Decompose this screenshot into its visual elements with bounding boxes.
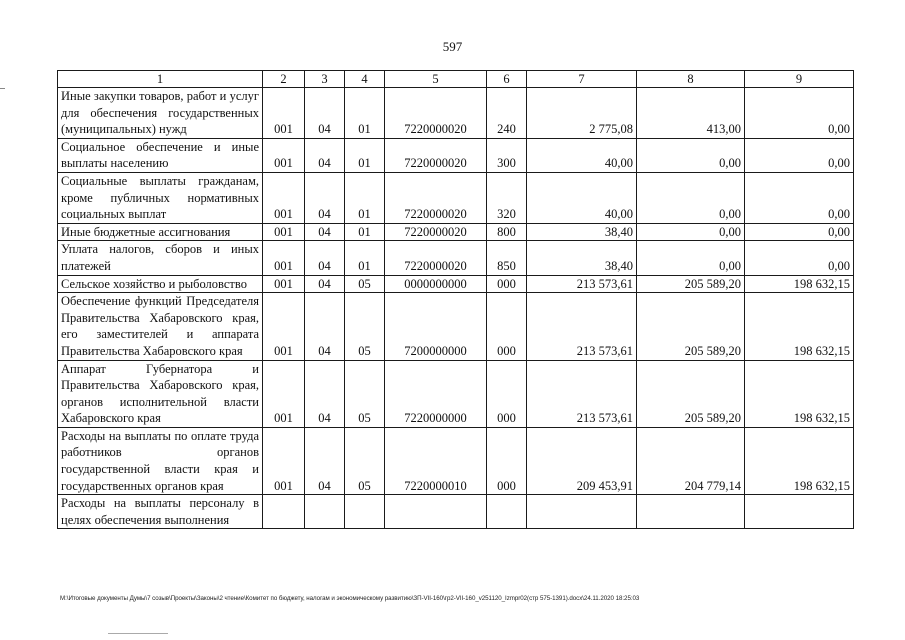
cell-subsection: 05 bbox=[345, 275, 385, 293]
cell-subsection bbox=[345, 495, 385, 529]
cell-amount-1: 38,40 bbox=[527, 241, 637, 275]
cell-amount-3: 198 632,15 bbox=[745, 427, 854, 494]
cell-target-article: 7220000010 bbox=[385, 427, 487, 494]
cell-amount-2: 204 779,14 bbox=[637, 427, 745, 494]
cell-expense-type: 000 bbox=[487, 427, 527, 494]
row-description: Сельское хозяйство и рыболовство bbox=[58, 275, 263, 293]
row-description: Иные бюджетные ассигнования bbox=[58, 223, 263, 241]
row-description: Уплата налогов, сборов и иных платежей bbox=[58, 241, 263, 275]
cell-amount-1: 40,00 bbox=[527, 172, 637, 223]
cell-amount-3: 198 632,15 bbox=[745, 293, 854, 360]
cell-amount-2: 413,00 bbox=[637, 88, 745, 139]
cell-section: 04 bbox=[305, 360, 345, 427]
cell-section: 04 bbox=[305, 275, 345, 293]
cell-amount-3: 0,00 bbox=[745, 223, 854, 241]
table-row bbox=[58, 172, 854, 223]
footer-file-path: М:\Итоговые документы Думы\7 созыв\Проекты\Законы\2 чтение\Комитет по бюджету, налогам и экономическому развитию\ЗП-VII-160\гр2-VII-160_v251120_Izmpr02(стр 575-1391).docx\24.11.2020 18:25:03 bbox=[60, 595, 640, 602]
row-description: Обеспечение функций Председателя Правительства Хабаровского края, его заместителей и аппарата Правительства Хабаровского края bbox=[58, 293, 263, 360]
row-description: Аппарат Губернатора и Правительства Хабаровского края, органов исполнительной власти Хабаровского края bbox=[58, 360, 263, 427]
cell-expense-type: 000 bbox=[487, 275, 527, 293]
row-description: Расходы на выплаты персоналу в целях обеспечения выполнения bbox=[58, 495, 263, 529]
cell-amount-1: 2 775,08 bbox=[527, 88, 637, 139]
column-header: 2 bbox=[263, 71, 305, 88]
cell-subsection: 05 bbox=[345, 360, 385, 427]
page-number: 597 bbox=[442, 39, 463, 54]
cell-amount-3: 0,00 bbox=[745, 138, 854, 172]
cell-target-article: 7200000000 bbox=[385, 293, 487, 360]
cell-amount-1: 40,00 bbox=[527, 138, 637, 172]
cell-expense-type: 850 bbox=[487, 241, 527, 275]
cell-amount-1: 213 573,61 bbox=[527, 293, 637, 360]
cell-ministry-code: 001 bbox=[263, 427, 305, 494]
table-header-row bbox=[58, 71, 854, 88]
cell-expense-type bbox=[487, 495, 527, 529]
cell-expense-type: 800 bbox=[487, 223, 527, 241]
cell-amount-2: 0,00 bbox=[637, 172, 745, 223]
cell-subsection: 01 bbox=[345, 223, 385, 241]
cell-subsection: 01 bbox=[345, 88, 385, 139]
row-description: Социальное обеспечение и иные выплаты населению bbox=[58, 138, 263, 172]
cell-section: 04 bbox=[305, 223, 345, 241]
cell-amount-1 bbox=[527, 495, 637, 529]
cell-subsection: 01 bbox=[345, 241, 385, 275]
cell-ministry-code: 001 bbox=[263, 88, 305, 139]
row-description: Социальные выплаты гражданам, кроме публичных нормативных социальных выплат bbox=[58, 172, 263, 223]
cell-target-article: 7220000020 bbox=[385, 241, 487, 275]
column-header: 8 bbox=[637, 71, 745, 88]
cell-ministry-code: 001 bbox=[263, 172, 305, 223]
column-header: 5 bbox=[385, 71, 487, 88]
cell-amount-1: 213 573,61 bbox=[527, 275, 637, 293]
cell-amount-1: 209 453,91 bbox=[527, 427, 637, 494]
table-row bbox=[58, 138, 854, 172]
table-row bbox=[58, 223, 854, 241]
cell-expense-type: 000 bbox=[487, 360, 527, 427]
column-header: 4 bbox=[345, 71, 385, 88]
cell-amount-3: 0,00 bbox=[745, 172, 854, 223]
cell-section: 04 bbox=[305, 427, 345, 494]
cell-target-article: 7220000000 bbox=[385, 360, 487, 427]
row-description: Расходы на выплаты по оплате труда работников органов государственной власти края и государственных органов края bbox=[58, 427, 263, 494]
cell-subsection: 01 bbox=[345, 172, 385, 223]
cell-section: 04 bbox=[305, 172, 345, 223]
cell-expense-type: 300 bbox=[487, 138, 527, 172]
cell-section: 04 bbox=[305, 88, 345, 139]
cell-target-article: 0000000000 bbox=[385, 275, 487, 293]
cell-amount-3 bbox=[745, 495, 854, 529]
cell-target-article: 7220000020 bbox=[385, 223, 487, 241]
row-description: Иные закупки товаров, работ и услуг для обеспечения государственных (муниципальных) нужд bbox=[58, 88, 263, 139]
cell-ministry-code: 001 bbox=[263, 293, 305, 360]
cell-subsection: 01 bbox=[345, 138, 385, 172]
cell-expense-type: 240 bbox=[487, 88, 527, 139]
budget-table bbox=[57, 70, 854, 529]
column-header: 1 bbox=[58, 71, 263, 88]
cell-amount-1: 213 573,61 bbox=[527, 360, 637, 427]
cell-target-article: 7220000020 bbox=[385, 138, 487, 172]
cell-target-article bbox=[385, 495, 487, 529]
table-row bbox=[58, 88, 854, 139]
cell-amount-2: 0,00 bbox=[637, 241, 745, 275]
cell-subsection: 05 bbox=[345, 427, 385, 494]
column-header: 3 bbox=[305, 71, 345, 88]
cell-amount-2: 0,00 bbox=[637, 223, 745, 241]
column-header: 6 bbox=[487, 71, 527, 88]
cell-amount-3: 198 632,15 bbox=[745, 360, 854, 427]
cell-section: 04 bbox=[305, 138, 345, 172]
cell-amount-2: 205 589,20 bbox=[637, 275, 745, 293]
cell-target-article: 7220000020 bbox=[385, 172, 487, 223]
table-row bbox=[58, 495, 854, 529]
cell-subsection: 05 bbox=[345, 293, 385, 360]
cell-amount-3: 198 632,15 bbox=[745, 275, 854, 293]
table-row bbox=[58, 293, 854, 360]
scan-artifact bbox=[0, 88, 5, 89]
cell-target-article: 7220000020 bbox=[385, 88, 487, 139]
scan-artifact bbox=[108, 633, 168, 634]
table-row bbox=[58, 360, 854, 427]
cell-ministry-code: 001 bbox=[263, 138, 305, 172]
cell-expense-type: 000 bbox=[487, 293, 527, 360]
cell-amount-2: 205 589,20 bbox=[637, 360, 745, 427]
table-row bbox=[58, 241, 854, 275]
cell-section: 04 bbox=[305, 241, 345, 275]
table-row bbox=[58, 427, 854, 494]
cell-ministry-code bbox=[263, 495, 305, 529]
cell-amount-3: 0,00 bbox=[745, 88, 854, 139]
table-row bbox=[58, 275, 854, 293]
cell-ministry-code: 001 bbox=[263, 241, 305, 275]
cell-amount-2 bbox=[637, 495, 745, 529]
cell-amount-3: 0,00 bbox=[745, 241, 854, 275]
cell-section: 04 bbox=[305, 293, 345, 360]
cell-amount-1: 38,40 bbox=[527, 223, 637, 241]
cell-ministry-code: 001 bbox=[263, 360, 305, 427]
cell-amount-2: 205 589,20 bbox=[637, 293, 745, 360]
cell-amount-2: 0,00 bbox=[637, 138, 745, 172]
cell-ministry-code: 001 bbox=[263, 223, 305, 241]
cell-expense-type: 320 bbox=[487, 172, 527, 223]
cell-ministry-code: 001 bbox=[263, 275, 305, 293]
column-header: 9 bbox=[745, 71, 854, 88]
column-header: 7 bbox=[527, 71, 637, 88]
cell-section bbox=[305, 495, 345, 529]
